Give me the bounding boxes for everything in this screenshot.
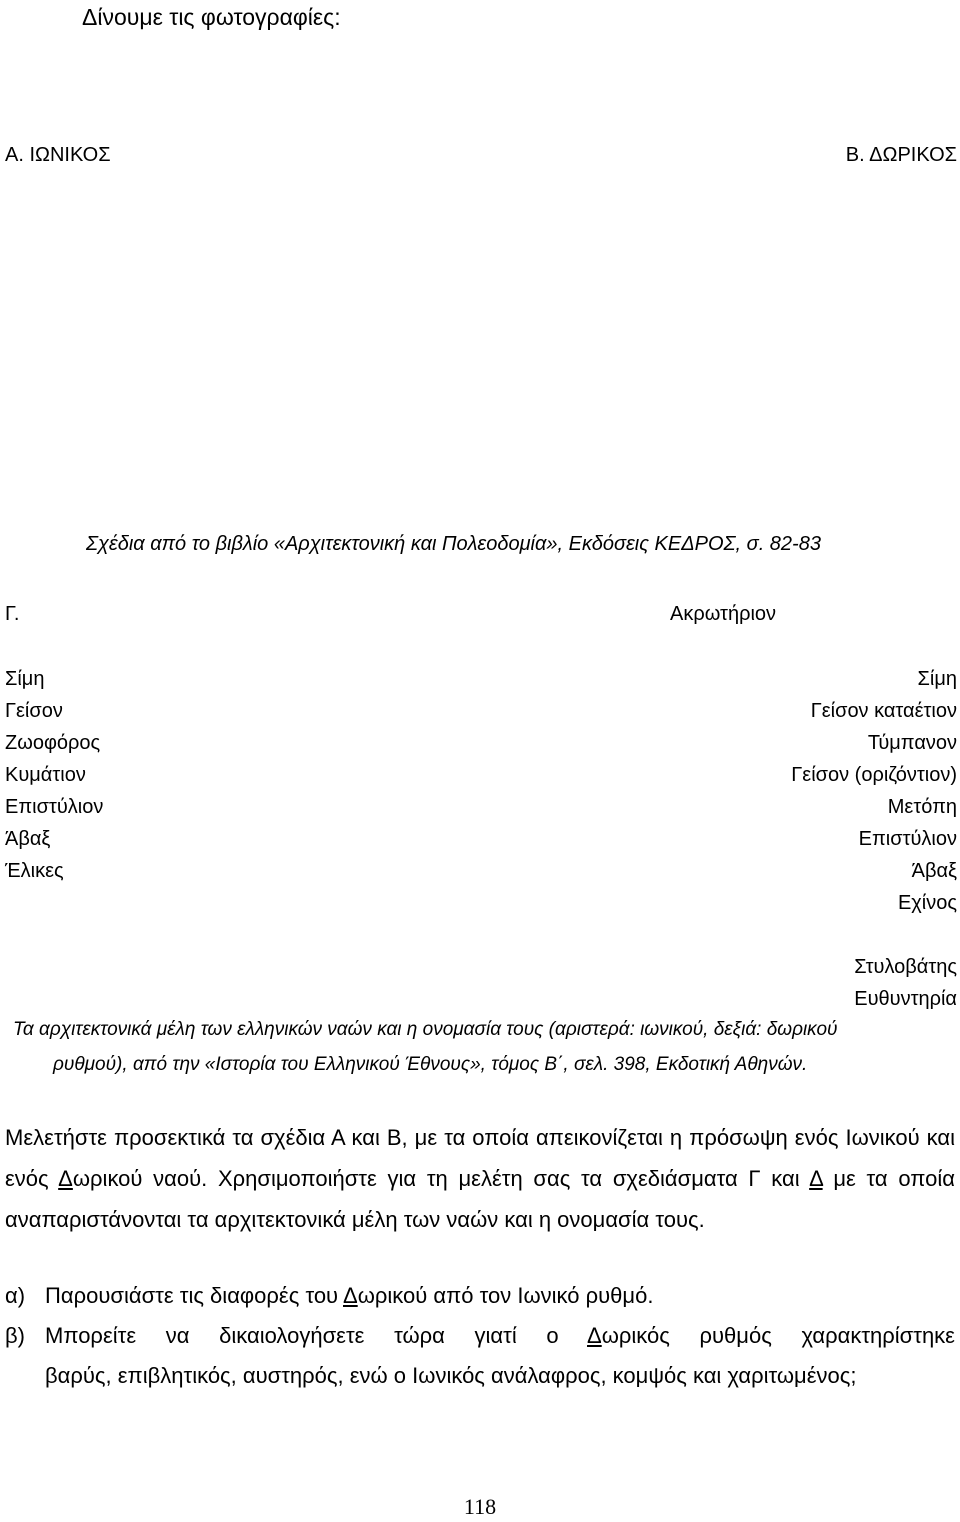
instructions-text: Μελετήστε προσεκτικά τα σχέδια Α και Β, με τα οποία απεικονίζεται η πρόσωψη ενός Ιωνικού και ενός — [5, 1125, 955, 1191]
diagram-section-label: Γ. — [5, 603, 20, 625]
question-b-line1 — [45, 1323, 955, 1349]
underlined-letter: Δ — [58, 1166, 73, 1191]
right-label: Μετόπη — [887, 796, 957, 818]
instructions-text: με τα οποία αναπαριστάνονται τα αρχιτεκτονικά μέλη των ναών και η ονομασία τους. — [5, 1166, 955, 1232]
diagram-caption-line2: ρυθμού), από την «Ιστορία του Ελληνικού Έθνους», τόμος Β΄, σελ. 398, Εκδοτική Αθηνών. — [53, 1054, 808, 1075]
question-text: Μπορείτε να δικαιολογήσετε τώρα γιατί ο — [45, 1323, 588, 1348]
base-label-euthynteria: Ευθυντηρία — [854, 988, 957, 1010]
left-label: Γείσον — [5, 700, 63, 722]
right-label: Επιστύλιον — [858, 828, 957, 850]
right-label: Άβαξ — [911, 860, 957, 882]
photo-a-label: Α. ΙΩΝΙΚΟΣ — [5, 144, 111, 166]
question-b-line2: βαρύς, επιβλητικός, αυστηρός, ενώ ο Ιωνικός ανάλαφρος, κομψός και χαριτωμένος; — [45, 1363, 857, 1388]
instructions-paragraph — [5, 1117, 955, 1240]
question-b-marker: β) — [5, 1323, 25, 1348]
left-label: Ζωοφόρος — [5, 732, 101, 754]
right-label: Εχίνος — [897, 892, 957, 914]
question-a-text — [45, 1283, 653, 1309]
question-text: ωρικού από τον Ιωνικό ρυθμό. — [357, 1283, 654, 1308]
underlined-letter: Δ — [587, 1323, 602, 1348]
left-label: Άβαξ — [5, 828, 51, 850]
question-text: ωρικός ρυθμός χαρακτηρίστηκε — [601, 1323, 955, 1348]
left-label: Κυμάτιον — [5, 764, 86, 786]
right-label: Τύμπανον — [867, 732, 957, 754]
left-label: Επιστύλιον — [5, 796, 104, 818]
right-label: Σίμη — [917, 668, 957, 690]
underlined-letter: Δ — [809, 1166, 823, 1191]
left-label: Έλικες — [5, 860, 64, 882]
intro-heading: Δίνουμε τις φωτογραφίες: — [82, 4, 341, 30]
right-label: Γείσον (οριζόντιον) — [791, 764, 957, 786]
question-text: Παρουσιάστε τις διαφορές του — [45, 1283, 343, 1308]
diagram-caption-line1: Τα αρχιτεκτονικά μέλη των ελληνικών ναών και η ονομασία τους (αριστερά: ιωνικού, δεξιά: δωρικού — [13, 1019, 838, 1040]
page-number: 118 — [463, 1494, 497, 1519]
left-label: Σίμη — [5, 668, 45, 690]
base-label-stylobate: Στυλοβάτης — [854, 956, 957, 978]
right-label: Γείσον καταέτιον — [810, 700, 957, 722]
underlined-letter: Δ — [343, 1283, 358, 1308]
source-caption: Σχέδια από το βιβλίο «Αρχιτεκτονική και Πολεοδομία», Εκδόσεις ΚΕΔΡΟΣ, σ. 82-83 — [86, 533, 821, 555]
instructions-text: ωρικού ναού. Χρησιμοποιήστε για τη μελέτη σας τα σχεδιάσματα Γ και — [72, 1166, 810, 1191]
diagram-top-label: Ακρωτήριον — [670, 603, 777, 625]
question-a-marker: α) — [5, 1283, 26, 1308]
photo-b-label: Β. ΔΩΡΙΚΟΣ — [845, 144, 957, 166]
